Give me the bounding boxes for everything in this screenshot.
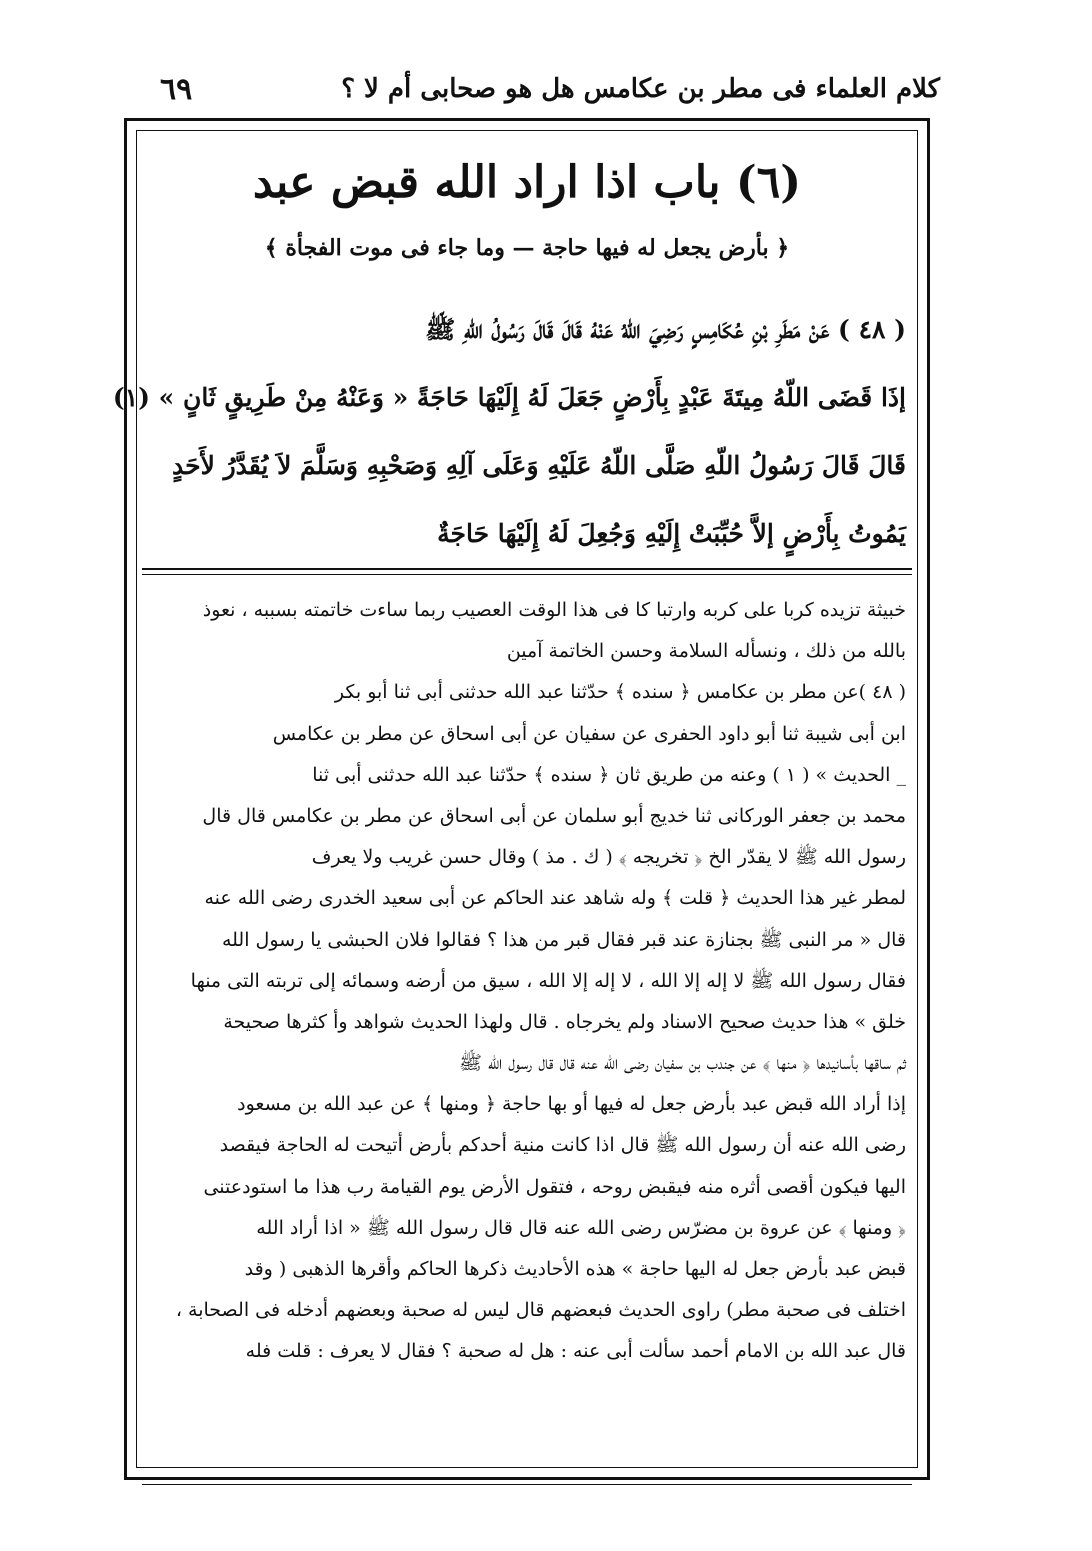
commentary-line: قال « مر النبى ﷺ بجنازة عند قبر فقال قبر من هذا ؟ فقالوا فلان الحبشى يا رسول الله xyxy=(221,928,906,951)
hadith-line: يَمُوتُ بِأَرْضٍ إلاَّ حُبِّبَتْ إِلَيْهِ وَجُعِلَ لَهُ إِلَيْهَا حَاجَةٌ xyxy=(437,519,906,548)
section-divider xyxy=(142,568,912,570)
commentary-line: قال عبد الله بن الامام أحمد سألت أبى عنه : هل له صحبة ؟ فقال لا يعرف : قلت فله xyxy=(245,1340,906,1363)
hadith-line: ( ٤٨ ) عَنْ مَطَرِ بْنِ عُكَامِسٍ رَضِيَ اللّهُ عَنْهُ قَالَ قَالَ رَسُولُ اللّهِ ﷺ xyxy=(425,315,906,344)
commentary-line: بالله من ذلك ، ونسأله السلامة وحسن الخاتمة آمين xyxy=(506,640,906,663)
commentary-line: ثم ساقها بأسانيدها ﴿ منها ﴾ عن جندب بن سفيان رضى الله عنه قال قال رسول الله ﷺ xyxy=(459,1052,906,1075)
commentary-line: اختلف فى صحبة مطر) راوى الحديث فبعضهم قال ليس له صحبة وبعضهم أدخله فى الصحابة ، xyxy=(175,1299,906,1322)
commentary-line: لمطر غير هذا الحديث ﴿ قلت ﴾ وله شاهد عند الحاكم عن أبى سعيد الخدرى رضى الله عنه xyxy=(204,887,906,910)
chapter-title: (٦) باب اذا اراد الله قبض عبد xyxy=(252,157,802,208)
hadith-text xyxy=(112,296,906,568)
running-title: كلام العلماء فى مطر بن عكامس هل هو صحابى أم لا ؟ xyxy=(341,74,940,104)
page-number: ٦٩ xyxy=(160,72,193,107)
hadith-line: قَالَ قَالَ رَسُولُ اللّهِ صَلَّى اللّهُ عَلَيْهِ وَعَلَى آلِهِ وَصَحْبِهِ وَسَلَّمَ لاَ يُقَدَّرُ لأَحَدٍ xyxy=(172,451,906,480)
section-divider-thin xyxy=(142,574,912,575)
commentary-line: _ الحديث » ( ١ ) وعنه من طريق ثان ﴿ سنده ﴾ حدّثنا عبد الله حدثنى أبى ثنا xyxy=(312,763,906,786)
commentary-line: ﴿ ومنها ﴾ عن عروة بن مضرّس رضى الله عنه قال قال رسول الله ﷺ « اذا أراد الله xyxy=(256,1216,906,1239)
page-header xyxy=(150,70,940,120)
bottom-divider-thin xyxy=(142,1484,912,1485)
chapter-subtitle: ﴿ بأرض يجعل له فيها حاجة — وما جاء فى موت الفجأة ﴾ xyxy=(264,235,790,261)
commentary-line: ( ٤٨ )عن مطر بن عكامس ﴿ سنده ﴾ حدّثنا عبد الله حدثنى أبى ثنا أبو بكر xyxy=(334,681,906,704)
bottom-divider xyxy=(142,1478,912,1480)
commentary-text xyxy=(148,590,906,1373)
commentary-line: خبيثة تزيده كربا على كربه وارتبا كا فى هذا الوقت العصيب ربما ساءت خاتمته بسببه ، نعوذ xyxy=(202,599,906,621)
commentary-line: إذا أراد الله قبض عبد بأرض جعل له فيها أو بها حاجة ﴿ ومنها ﴾ عن عبد الله بن مسعود xyxy=(237,1093,906,1116)
commentary-line: قبض عبد بأرض جعل له اليها حاجة » هذه الأحاديث ذكرها الحاكم وأقرها الذهبى ( وقد xyxy=(244,1258,906,1280)
commentary-line: خلق » هذا حديث صحيح الاسناد ولم يخرجاه . قال ولهذا الحديث شواهد وأ كثرها صحيحة xyxy=(223,1010,906,1033)
commentary-line: اليها فيكون أقصى أثره منه فيقبض روحه ، فتقول الأرض يوم القيامة رب هذا ما استودعتنى xyxy=(203,1175,906,1198)
chapter-heading xyxy=(150,148,904,268)
commentary-line: ابن أبى شيبة ثنا أبو داود الحفرى عن سفيان عن أبى اسحاق عن مطر بن عكامس xyxy=(272,722,906,745)
commentary-line: فقال رسول الله ﷺ لا إله إلا الله ، لا إله إلا الله ، سيق من أرضه وسمائه إلى تربته التى منها xyxy=(190,969,906,992)
commentary-line: رسول الله ﷺ لا يقدّر الخ ﴿ تخريجه ﴾ ( ك . مذ ) وقال حسن غريب ولا يعرف xyxy=(311,846,906,869)
commentary-line: محمد بن جعفر الوركانى ثنا خديج أبو سلمان عن أبى اسحاق عن مطر بن عكامس قال قال xyxy=(202,804,906,827)
commentary-line: رضى الله عنه أن رسول الله ﷺ قال اذا كانت منية أحدكم بأرض أتيحت له الحاجة فيقصد xyxy=(219,1134,906,1157)
hadith-line: إذَا قَضَى اللّهُ مِيتَةَ عَبْدٍ بِأَرْضٍ جَعَلَ لَهُ إِلَيْهَا حَاجَةً « وَعَنْهُ مِنْ طَرِيقٍ ثَانٍ » (١) xyxy=(112,383,906,412)
